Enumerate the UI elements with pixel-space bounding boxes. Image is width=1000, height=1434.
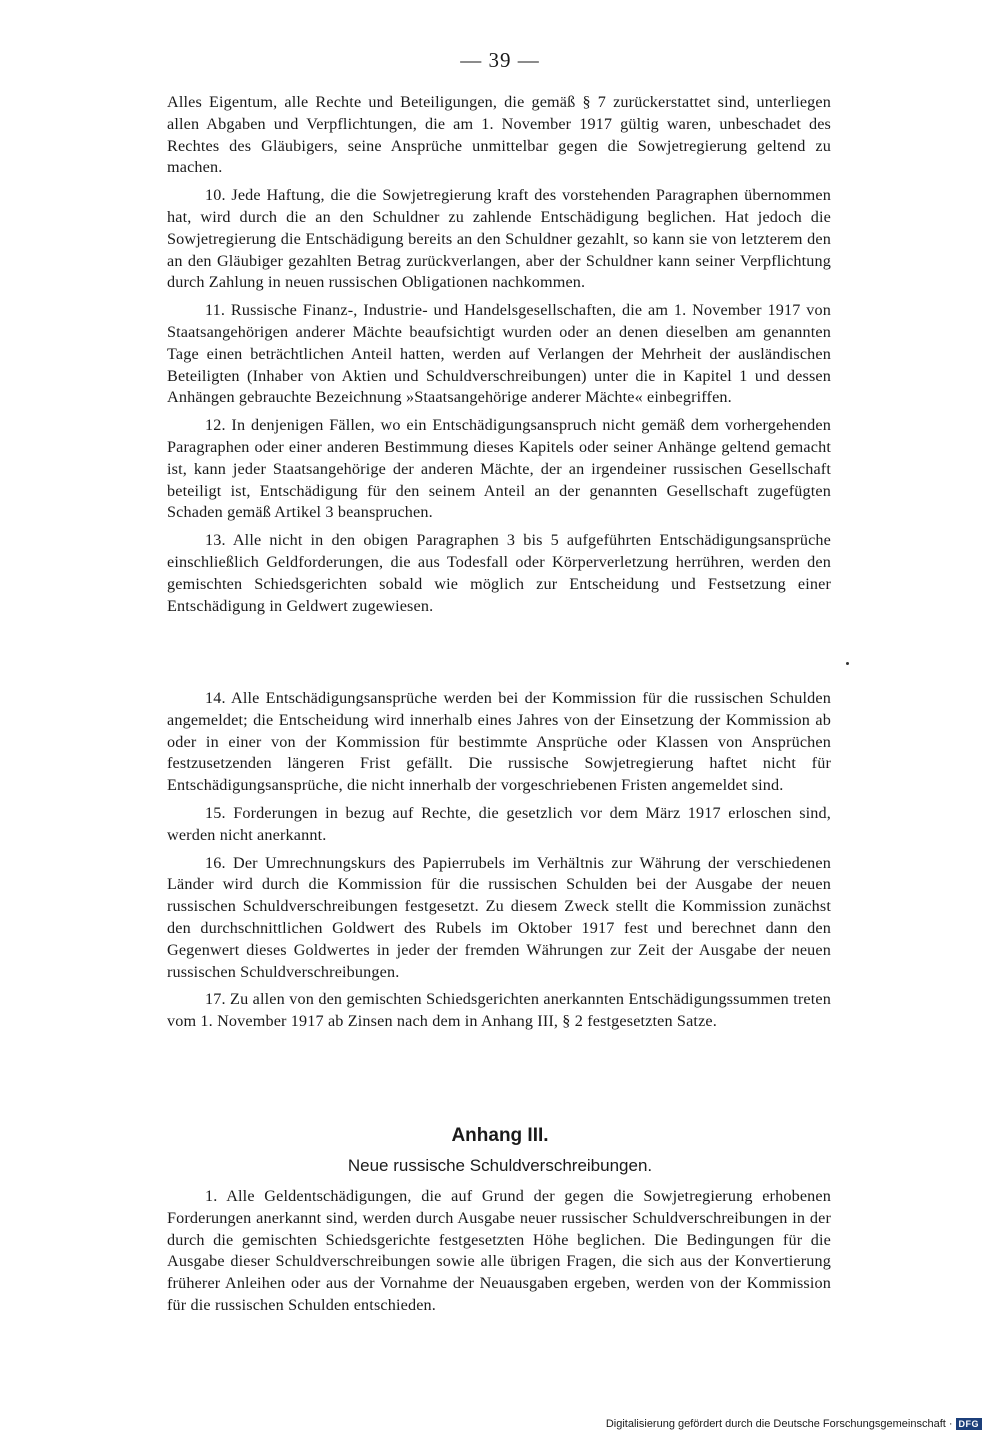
paragraph-9-continuation: Alles Eigentum, alle Rechte und Beteiligungen, die gemäß § 7 zurückerstattet sind, unterliegen allen Abgaben und Verpflichtungen, die am 1. November 1917 gültig waren, unbeschadet des Rechtes des Gläubigers, seine Ansprüche unmittelbar gegen die Sowjetregierung geltend zu machen. xyxy=(167,93,831,177)
appendix-title: Anhang III. xyxy=(451,1125,549,1146)
paragraph-14: 14. Alle Entschädigungsansprüche werden bei der Kommission für die russischen Schulden angemeldet; die Entscheidung wird innerhalb eines Jahres von der Einsetzung der Kommission ab oder in einer von der Kommission für bestimmte Ansprüche oder Klassen von Ansprüchen festzusetzenden längeren Frist gefällt. Die russische Sowjetregierung haftet nicht für Entschädigungsansprüche, die nicht innerhalb der vorgeschriebenen Fristen angemeldet sind. xyxy=(167,689,831,795)
paragraph-13: 13. Alle nicht in den obigen Paragraphen 3 bis 5 aufgeführten Entschädigungsansprüche einschließlich Geldforderungen, die aus Todesfall oder Körperverletzung herrühren, werden den gemischten Schiedsgerichten sobald wie möglich zur Entscheidung und Festsetzung einer Entschädigung in Geldwert zugewiesen. xyxy=(167,531,831,615)
footer-separator: · xyxy=(948,1418,953,1430)
appendix-paragraph-1: 1. Alle Geldentschädigungen, die auf Grund der gegen die Sowjetregierung erhobenen Forderungen anerkannt sind, werden durch Ausgabe neuer russischer Schuldverschreibungen in der durch die gemischten Schiedsgerichte festgesetzten Höhe beglichen. Die Bedingungen für die Ausgabe dieser Schuldverschreibungen sowie alle übrigen Fragen, die sich aus der Konvertierung früherer Anleihen oder aus der Vornahme der Neuausgaben ergeben, werden von der Kommission für die russischen Schulden entschieden. xyxy=(167,1187,831,1314)
footer-credit: Digitalisierung gefördert durch die Deutsche Forschungsgemeinschaft xyxy=(605,1418,946,1430)
appendix-subtitle: Neue russische Schuldverschreibungen. xyxy=(347,1156,653,1175)
digitization-footer xyxy=(606,1418,982,1430)
paragraph-11: 11. Russische Finanz-, Industrie- und Handelsgesellschaften, die am 1. November 1917 von Staatsangehörigen anderer Mächte beaufsichtigt wurden oder an denen dieselben am genannten Tage einen beträchtlichen Anteil hatten, werden auf Verlangen der Mehrheit der ausländischen Beteiligten (Inhaber von Aktien und Schuldverschreibungen) unter die in Kapitel 1 und dessen Anhängen gebrauchte Bezeichnung »Staatsangehörige anderer Mächte« einbegriffen. xyxy=(167,301,831,407)
paragraph-17: 17. Zu allen von den gemischten Schiedsgerichten anerkannten Entschädigungssummen treten vom 1. November 1917 ab Zinsen nach dem in Anhang III, § 2 festgesetzten Satze. xyxy=(167,990,831,1031)
text-section-middle xyxy=(167,688,831,1039)
paragraph-16: 16. Der Umrechnungskurs des Papierrubels im Verhältnis zur Währung der verschiedenen Länder wird durch die Kommission für die russischen Schulden bei der Ausgabe der neuen russischen Schuldverschreibungen festgesetzt. Zu diesem Zweck stellt die Kommission zunächst den durchschnittlichen Goldwert des Rubels im Oktober 1917 fest und berechnet dann den Gegenwert dieses Goldwertes in jeder der fremden Währungen zur Zeit der Ausgabe der neuen russischen Schuldverschreibungen. xyxy=(167,853,831,981)
dfg-logo-icon: DFG xyxy=(956,1418,983,1430)
page-number: — 39 — xyxy=(460,48,540,72)
paragraph-12: 12. In denjenigen Fällen, wo ein Entschädigungsanspruch nicht gemäß dem vorhergehenden Paragraphen oder einer anderen Bestimmung dieses Kapitels oder seiner Anhänge geltend gemacht ist, kann jeder Staatsangehörige der anderen Mächte, der an irgendeiner russischen Gesellschaft beteiligt ist, Entschädigung für den seinem Anteil an der genannten Gesellschaft zugefügten Schaden gemäß Artikel 3 beanspruchen. xyxy=(167,416,831,522)
paragraph-15: 15. Forderungen in bezug auf Rechte, die gesetzlich vor dem März 1917 erloschen sind, werden nicht anerkannt. xyxy=(167,803,831,844)
paragraph-10: 10. Jede Haftung, die die Sowjetregierung kraft des vorstehenden Paragraphen übernommen hat, wird durch die an den Schuldner zu zahlende Entschädigung beglichen. Hat jedoch die Sowjetregierung die Entschädigung bereits an den Schuldner gezahlt, so kann sie von letzterem den an den Gläubiger gezahlten Betrag zurückverlangen, aber der Schuldner kann seiner Verpflichtung durch Zahlung in neuen russischen Obligationen nachkommen. xyxy=(167,186,831,292)
text-section-top xyxy=(167,92,831,623)
appendix-text xyxy=(167,1186,831,1323)
scan-speck xyxy=(846,662,849,665)
